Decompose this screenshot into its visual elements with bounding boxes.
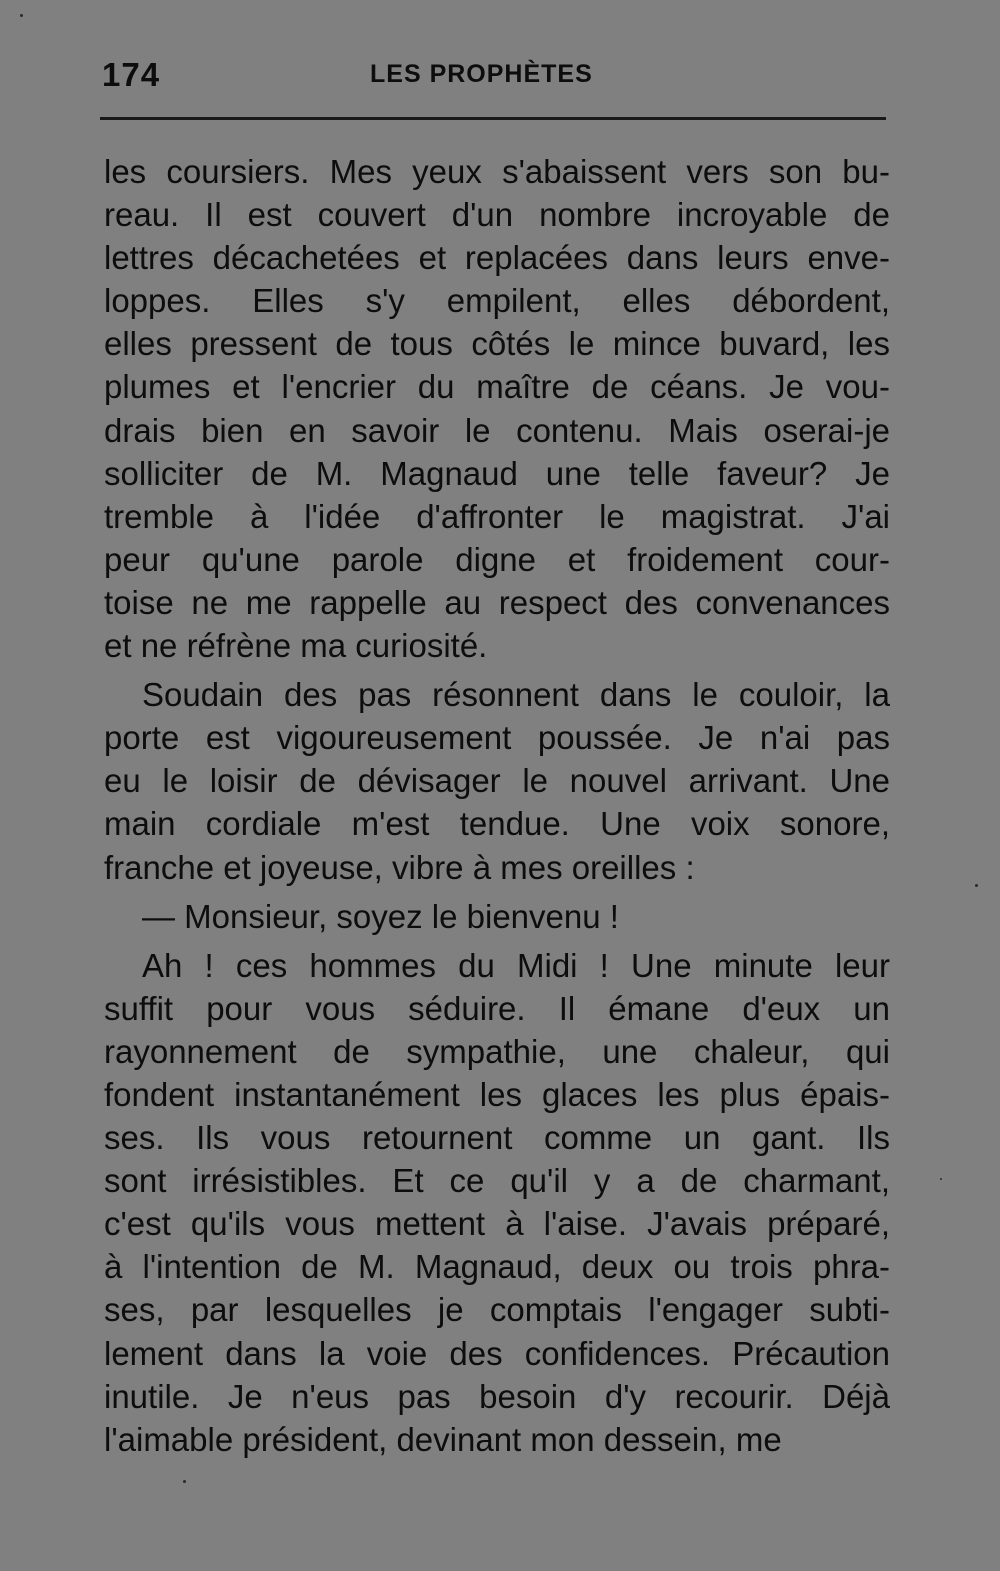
text-line: inutile. Je n'eus pas besoin d'y recourir. Déjà (104, 1377, 890, 1415)
text-line: et ne réfrène ma curiosité. (104, 627, 488, 665)
text-line: reau. Il est couvert d'un nombre incroyable de (104, 196, 890, 234)
paper-speck (183, 1480, 186, 1483)
text-line: lettres décachetées et replacées dans leurs enve- (104, 239, 890, 277)
text-line: fondent instantanément les glaces les plus épais- (104, 1075, 890, 1113)
text-line: l'aimable président, devinant mon dessein, me (104, 1420, 782, 1458)
text-line: ses. Ils vous retournent comme un gant. Ils (104, 1119, 890, 1157)
paragraph (104, 944, 890, 1461)
text-line: rayonnement de sympathie, une chaleur, qui (104, 1032, 890, 1070)
text-line: plumes et l'encrier du maître de céans. Je vou- (104, 368, 890, 406)
text-line: peur qu'une parole digne et froidement cour- (104, 540, 890, 578)
paragraph (104, 150, 890, 667)
text-line: les coursiers. Mes yeux s'abaissent vers son bu- (104, 153, 890, 190)
text-line: suffit pour vous séduire. Il émane d'eux un (104, 989, 890, 1027)
paragraph (104, 895, 890, 938)
paper-speck (940, 1178, 942, 1180)
text-line: c'est qu'ils vous mettent à l'aise. J'avais préparé, (104, 1205, 890, 1243)
text-line: franche et joyeuse, vibre à mes oreilles : (104, 848, 695, 886)
text-line: eu le loisir de dévisager le nouvel arrivant. Une (104, 762, 890, 800)
text-line: sont irrésistibles. Et ce qu'il y a de charmant, (104, 1162, 890, 1200)
text-line: porte est vigoureusement poussée. Je n'ai pas (104, 719, 890, 757)
page-header (100, 56, 886, 96)
text-line: lement dans la voie des confidences. Précaution (104, 1334, 890, 1372)
text-line: à l'intention de M. Magnaud, deux ou trois phra- (104, 1248, 890, 1286)
running-title: LES PROPHÈTES (370, 60, 593, 88)
header-rule (100, 117, 886, 120)
text-line: main cordiale m'est tendue. Une voix sonore, (104, 805, 890, 843)
text-line: elles pressent de tous côtés le mince buvard, les (104, 325, 890, 363)
page-number: 174 (102, 56, 161, 93)
text-line: Ah ! ces hommes du Midi ! Une minute leur (142, 946, 890, 984)
text-line: — Monsieur, soyez le bienvenu ! (142, 897, 619, 935)
body-text (104, 150, 890, 1461)
text-line: tremble à l'idée d'affronter le magistrat. J'ai (104, 497, 890, 535)
text-line: ses, par lesquelles je comptais l'engager subti- (104, 1291, 890, 1329)
text-line: drais bien en savoir le contenu. Mais oserai-je (104, 411, 890, 449)
paper-speck (975, 884, 978, 887)
text-line: loppes. Elles s'y empilent, elles débordent, (104, 282, 890, 320)
text-line: Soudain des pas résonnent dans le couloir, la (142, 676, 890, 714)
paper-speck (20, 14, 23, 17)
text-line: toise ne me rappelle au respect des convenances (104, 583, 890, 621)
paragraph (104, 673, 890, 888)
text-line: solliciter de M. Magnaud une telle faveur? Je (104, 454, 890, 492)
